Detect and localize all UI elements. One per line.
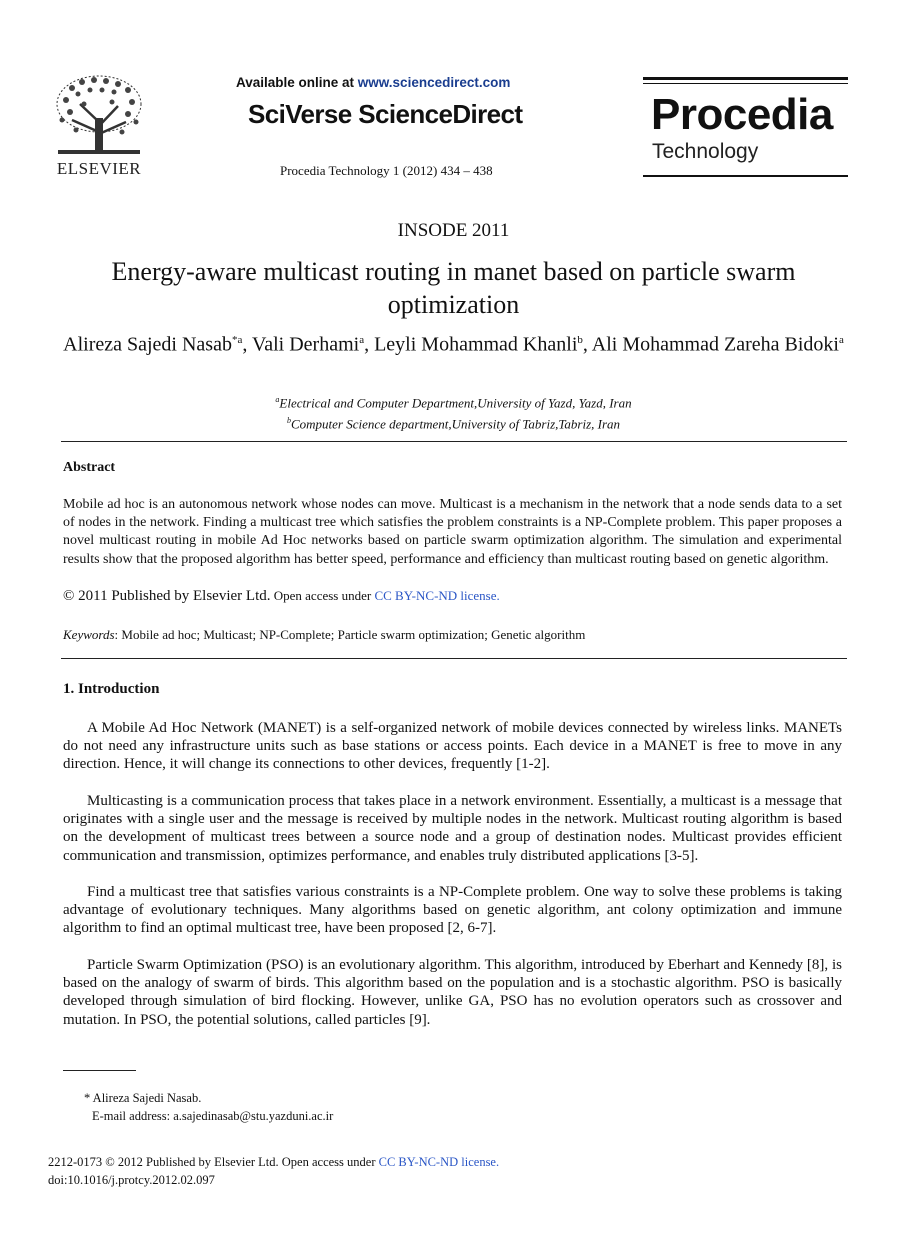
footer-license-link[interactable]: CC BY-NC-ND license.: [378, 1155, 500, 1169]
keywords-line: [63, 627, 585, 643]
footnote-author: [84, 1091, 201, 1106]
keywords-text: : Mobile ad hoc; Multicast; NP-Complete; Particle swarm optimization; Genetic algorithm: [114, 627, 586, 642]
sciverse-logo: SciVerse ScienceDirect: [248, 99, 523, 129]
author-separator: ,: [364, 333, 375, 356]
author-name: Vali Derhami: [252, 333, 360, 356]
elsevier-tree-icon: [52, 74, 146, 158]
author-separator: ,: [242, 333, 252, 356]
author-list: [60, 327, 847, 359]
paragraph: [63, 792, 842, 865]
procedia-top-rule-thin: [643, 83, 848, 84]
issn-line: [48, 1155, 499, 1170]
elsevier-logo: [52, 74, 146, 178]
paragraph-text: Particle Swarm Optimization (PSO) is an evolutionary algorithm. This algorithm, introduced by Eberhart and Kennedy [8], is based on the analogy of swarm of birds. This algorithm based on the population and is a stochastic algorithm. PSO is basically developed through simulation of bird flocking. However, unlike GA, PSO has no evolution operators such as crossover and mutation. In PSO, the potential solutions, called particles [9].: [63, 957, 842, 1028]
abstract-text: Mobile ad hoc is an autonomous network whose nodes can move. Multicast is a mechanism in the network that a node sends data to a set of nodes in the network. Finding a multicast tree which satisfies the problem constraints is a NP-Complete problem. This paper proposes a novel multicast routing in mobile Ad Hoc networks based on particle swarm optimization algorithm. The simulation and experimental results show that the proposed algorithm has better speed, performance and efficiency than multicast routing based on genetic algorithm.: [63, 497, 842, 567]
affiliation-mark: a: [275, 395, 280, 404]
paragraph-text: A Mobile Ad Hoc Network (MANET) is a self-organized network of mobile devices connected by wireless links. MANETs do not need any infrastructure units such as base stations or access points. Each device in a MANET is free to move in any direction. Hence, it will change its connections to other devices, frequently [1-2].: [63, 720, 842, 773]
affiliation-text: Electrical and Computer Department,University of Yazd, Yazd, Iran: [279, 395, 632, 411]
divider-top: [61, 441, 847, 442]
procedia-bottom-rule: [643, 175, 848, 177]
affiliation-line: [0, 412, 907, 433]
available-prefix: Available online at: [236, 75, 358, 90]
author-name: Alireza Sajedi Nasab: [63, 333, 232, 356]
procedia-subtitle: Technology: [652, 140, 759, 163]
elsevier-wordmark: ELSEVIER: [56, 159, 142, 178]
footnote-name: Alireza Sajedi Nasab.: [90, 1091, 202, 1105]
abstract-heading: Abstract: [63, 460, 116, 475]
paragraph: [63, 956, 842, 1029]
sciencedirect-url-link[interactable]: www.sciencedirect.com: [357, 75, 511, 90]
author-separator: ,: [582, 333, 592, 356]
procedia-logo: [643, 77, 848, 177]
paragraph-text: Multicasting is a communication process that takes place in a network environment. Essentially, a multicast is a message that originates with a single user and the message is received by multiple nodes in the network. Multicast routing algorithm is based on the development of multicast trees between a source node and a group of destination nodes. Multicast provides efficient communication and transmission, optimizes performance, and enables truly distributed applications [3-5].: [63, 793, 842, 864]
procedia-wordmark: Procedia: [651, 90, 833, 139]
paragraph: [63, 883, 842, 938]
footnote-rule: [63, 1070, 136, 1071]
copyright-text: © 2011 Published by Elsevier Ltd.: [63, 588, 271, 604]
author-affil-mark: *a: [231, 334, 243, 346]
author-affil-mark: a: [359, 334, 365, 346]
author-name: Ali Mohammad Zareha Bidoki: [591, 333, 839, 356]
keywords-label: Keywords: [63, 627, 115, 642]
journal-reference: Procedia Technology 1 (2012) 434 – 438: [280, 163, 493, 178]
divider-bottom: [61, 658, 847, 659]
paragraph: [63, 719, 842, 774]
issn-text: 2212-0173 © 2012 Published by Elsevier Ltd. Open access under: [48, 1155, 379, 1169]
footnote-marker: *: [84, 1091, 91, 1105]
license-link[interactable]: CC BY-NC-ND license.: [374, 588, 500, 603]
paragraph-text: Find a multicast tree that satisfies various constraints is a NP-Complete problem. One way to solve these problems is taking advantage of evolutionary techniques. Many algorithms based on genetic algorithm, ant colony optimization and immune algorithm to find an optimal multicast tree, have been proposed [2, 6-7].: [63, 884, 842, 937]
section-heading: 1. Introduction: [63, 681, 160, 697]
affiliations: [0, 391, 907, 434]
author-affil-mark: b: [577, 334, 583, 346]
copyright-line: [63, 588, 500, 605]
procedia-top-rule: [643, 77, 848, 80]
author-name: Leyli Mohammad Khanli: [374, 333, 578, 356]
conference-name: INSODE 2011: [397, 220, 510, 241]
affiliation-mark: b: [286, 416, 291, 426]
author-affil-mark: a: [838, 334, 844, 346]
open-access-text: Open access under: [270, 588, 375, 603]
footnote-email: E-mail address: a.sajedinasab@stu.yazduni.ac.ir: [92, 1109, 334, 1123]
doi-line: doi:10.1016/j.protcy.2012.02.097: [48, 1173, 215, 1187]
affiliation-line: [0, 391, 907, 412]
available-online-line: [236, 75, 510, 90]
affiliation-text: Computer Science department,University of Tabriz,Tabriz, Iran: [290, 416, 621, 432]
paper-title: Energy-aware multicast routing in manet based on particle swarm optimization: [111, 257, 796, 319]
